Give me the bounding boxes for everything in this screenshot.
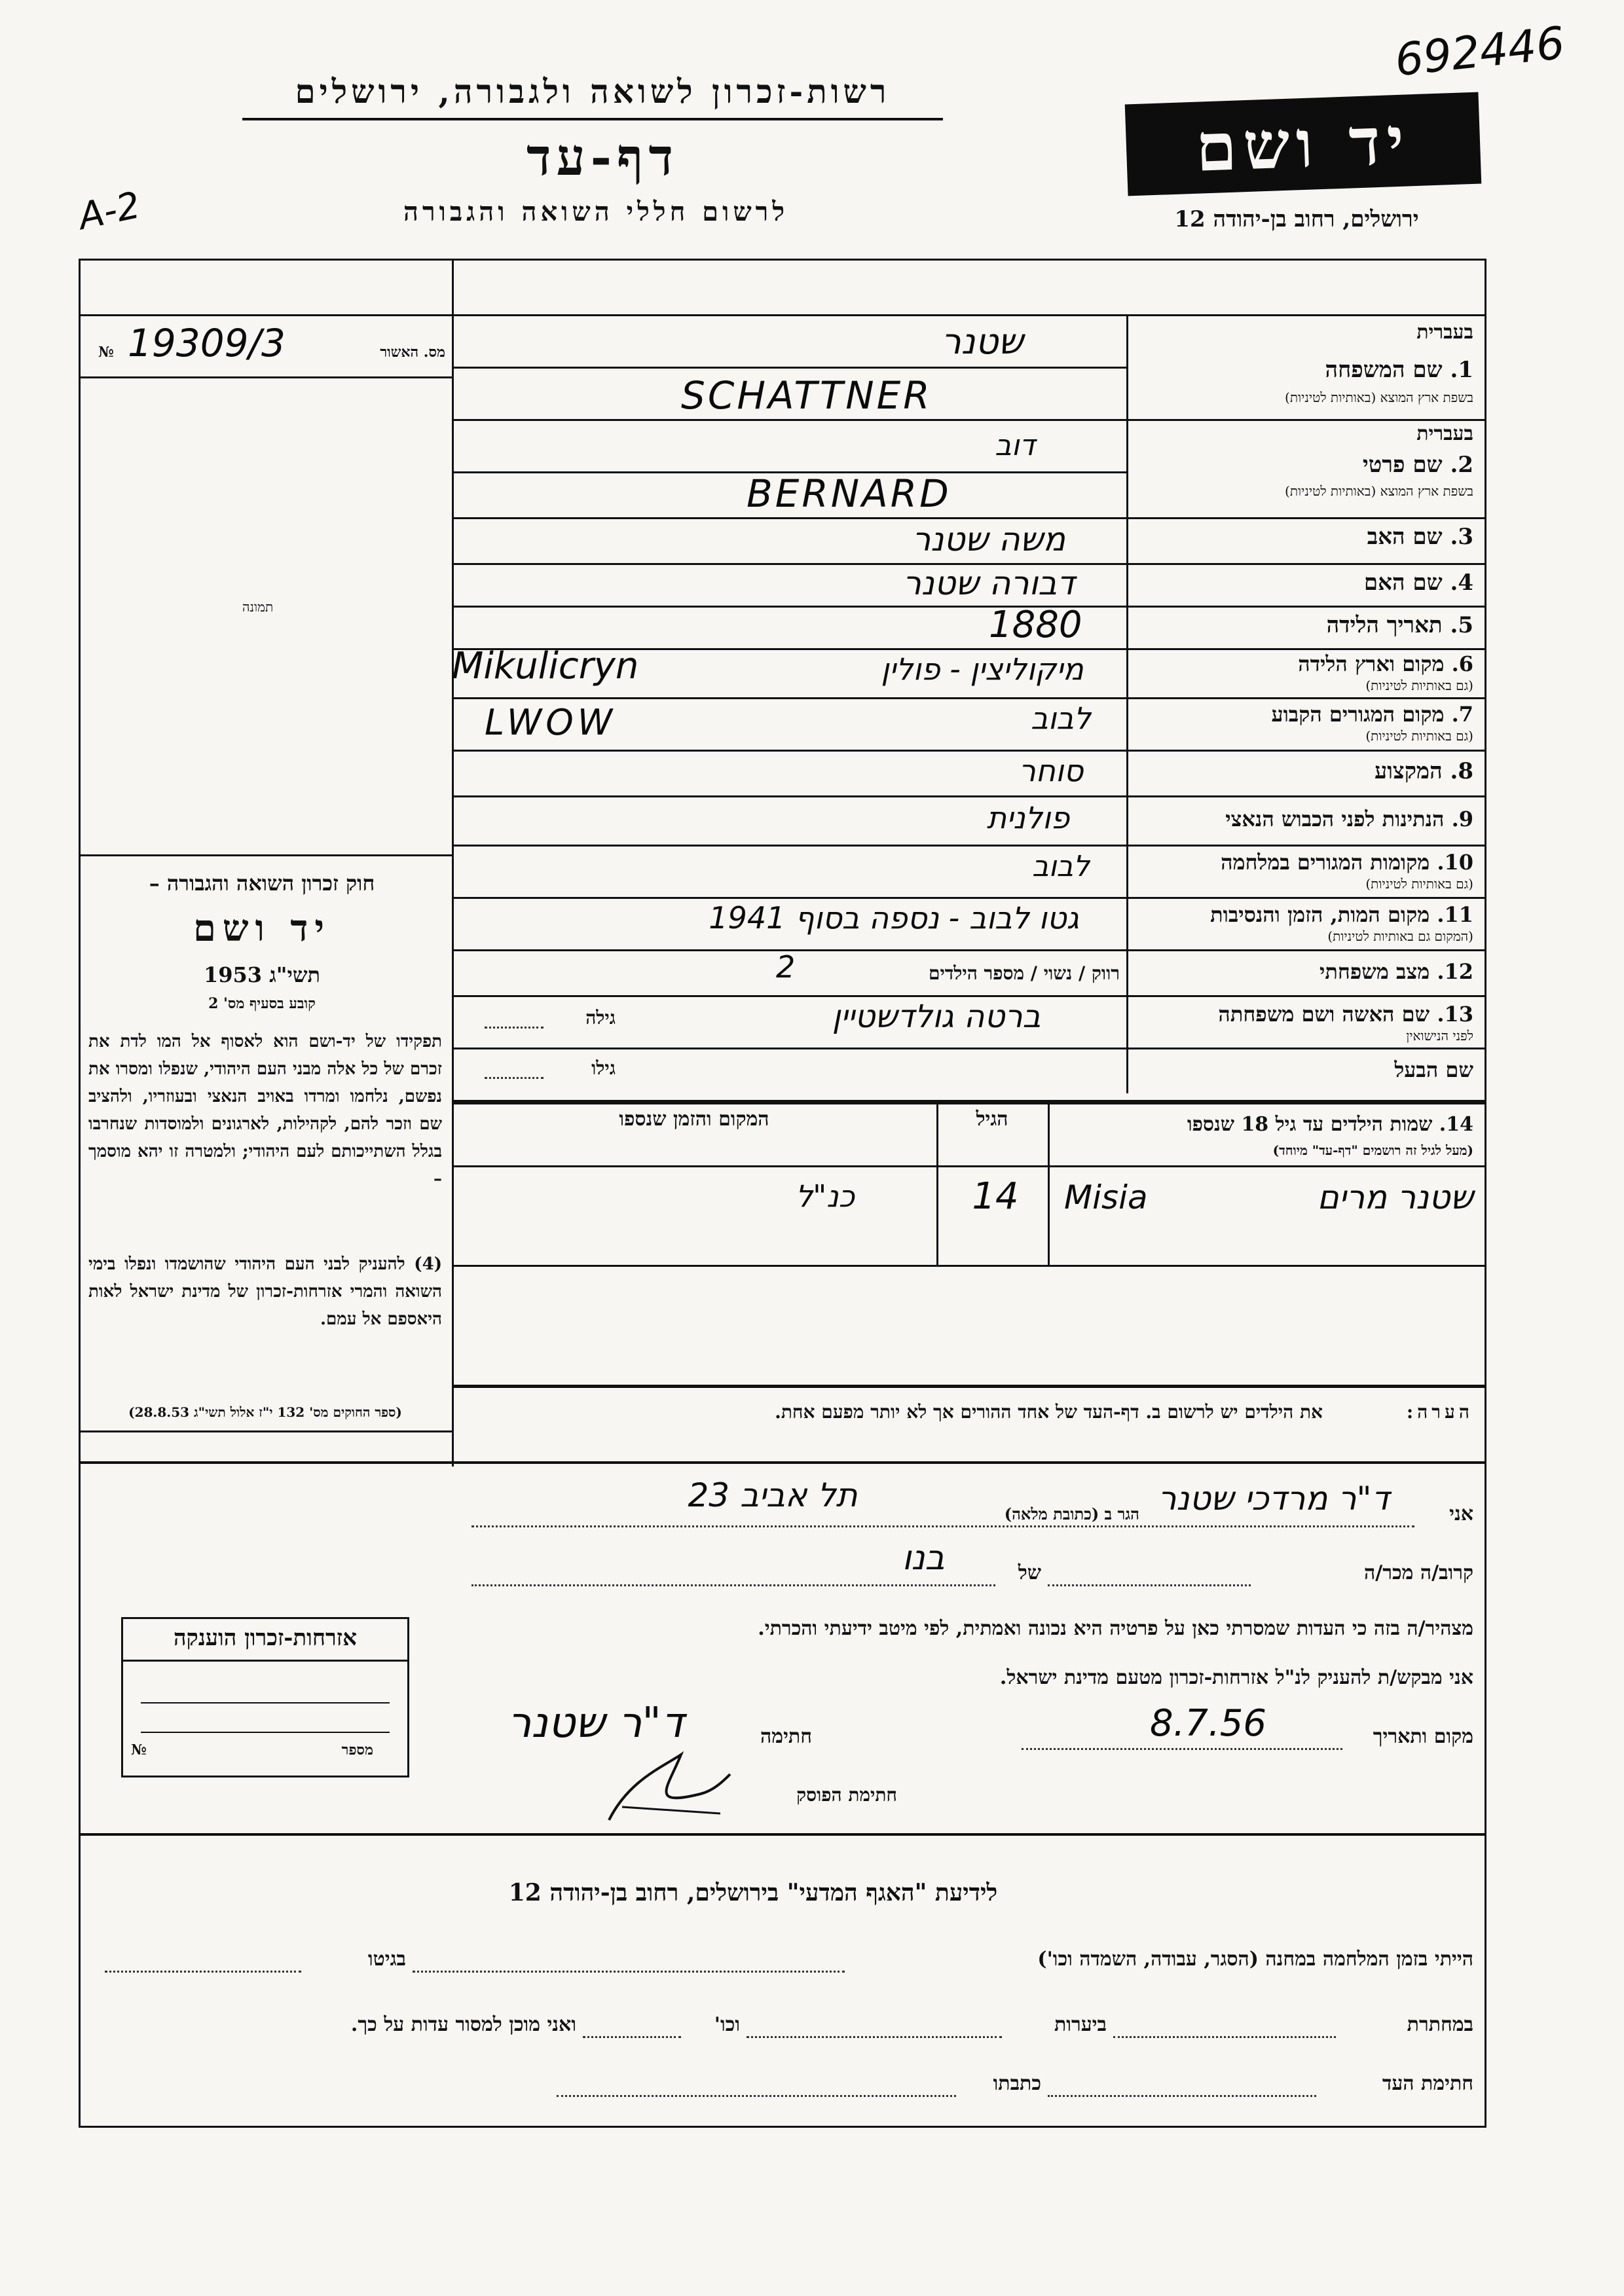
children-col-sep-1: [936, 1101, 938, 1265]
field-6-label-text: מקום וארץ הלידה: [1298, 651, 1445, 676]
bottom-line3-start: חתימת העד: [1382, 2072, 1473, 2095]
field-4-num: 4.: [1450, 570, 1473, 596]
field-11-num: 11.: [1437, 902, 1473, 927]
husband-age-label: גילו: [591, 1057, 616, 1079]
field-8-label: [1139, 758, 1473, 784]
law-year: תשי"ג 1953: [204, 962, 320, 987]
field-12-status-text: רווק / נשוי / מספר הילדים: [928, 962, 1120, 984]
field-5-label: [1139, 612, 1473, 638]
field-10-sublabel: (גם באותיות לטיניות): [1365, 876, 1473, 892]
field-13-label: [1139, 1002, 1473, 1027]
remark-label: הערה:: [1406, 1401, 1473, 1423]
bottom-title: לידיעת "האגף המדעי" בירושלים, רחוב בן-יהודה 12: [508, 1879, 998, 1906]
bottom-line1: הייתי בזמן המלחמה במחנה (הסגר, עבודה, השמדה וכו'): [1037, 1948, 1473, 1971]
archive-number: 692446: [1392, 17, 1568, 87]
field-3-num: 3.: [1450, 524, 1473, 550]
remark-top-line: [452, 1385, 1486, 1388]
law-bottom-line: [79, 1430, 452, 1432]
signature-label: חתימה: [760, 1725, 812, 1748]
children-bottom-line: [452, 1265, 1486, 1267]
field-6-value-hebrew: מיקוליצין - פולין: [881, 651, 1084, 687]
field-13-label-text: שם האשה ושם משפחתה: [1218, 1002, 1430, 1027]
field-6-label: [1139, 651, 1473, 676]
field-8-value: סוחר: [1018, 753, 1084, 788]
bottom-line2-blank-2: [747, 2036, 1002, 2038]
official-signature-scribble: [602, 1741, 733, 1833]
receipt-label: מס. האשור: [380, 344, 445, 361]
relation-label: קרוב/ה מכר/ה: [1364, 1561, 1473, 1584]
children-col-place-time: המקום והזמן שנספו: [619, 1108, 769, 1131]
field-7-value-hebrew: לבוב: [1031, 701, 1091, 736]
bottom-line3-blank-1: [1048, 2095, 1316, 2097]
authority-underline: [242, 118, 943, 120]
field-11-sublabel: (המקום גם באותיות לטיניות): [1327, 928, 1473, 944]
field-11-value: גטו לבוב - נספה בסוף 1941: [709, 900, 1079, 936]
field-11-label: [1139, 902, 1473, 927]
photo-box-bottom: [79, 854, 452, 856]
logo-text: יד ושם: [1194, 101, 1412, 187]
relation-line: [471, 1584, 995, 1586]
place-date-label: מקום ותאריך: [1373, 1725, 1473, 1748]
receipt-number-prefix: №: [98, 344, 114, 361]
field-8-num: 8.: [1450, 758, 1473, 784]
law-text-clause-4: (4) להעניק לבני העם היהודי שהושמדו ונפלו בימי השואה והמרי אזרחות-זכרון של מדינת ישראל לאות היאספם אל עמם.: [88, 1254, 442, 1329]
field-11-label-text: מקום המות, הזמן והנסיבות: [1210, 902, 1430, 927]
field-7-label-text: מקום המגורים הקבוע: [1271, 702, 1445, 727]
field-12-label: [1139, 959, 1473, 984]
top-row-line: [79, 314, 1486, 316]
field-2-hebrew-tag: בעברית: [1416, 422, 1473, 445]
relation-of: של: [1018, 1561, 1041, 1584]
row-sep: [452, 606, 1486, 608]
field-1-value-latin: SCHATTNER: [681, 373, 932, 418]
place-date-value: 8.7.56: [1149, 1702, 1267, 1745]
bottom-line2-start: במחתרת: [1407, 2013, 1473, 2036]
bottom-line1-end: בגיטו: [367, 1948, 406, 1971]
field-2-label-text: שם פרטי: [1362, 452, 1443, 478]
place-date-line: [1022, 1748, 1342, 1750]
child-1-name-hebrew: שטנר מרים: [1317, 1178, 1473, 1216]
declaration-request: אני מבקש/ת להעניק לנ"ל אזרחות-זכרון מטעם מדינת ישראל.: [999, 1666, 1473, 1689]
field-1-value-hebrew: שטנר: [941, 321, 1024, 362]
photo-label: תמונה: [242, 599, 274, 615]
bottom-line2-end: ואני מוכן למסור עדות על כך.: [350, 2013, 576, 2036]
field-13-age-label: גילה: [585, 1007, 616, 1029]
field-9-value: פולנית: [986, 800, 1070, 835]
row-sep: [452, 419, 1486, 421]
citizenship-title-line: [121, 1660, 409, 1662]
bottom-line2-mid: ביערות: [1054, 2013, 1107, 2036]
remark-bottom-line: [79, 1461, 1486, 1464]
field-1-label-text: שם המשפחה: [1325, 357, 1443, 383]
declaration-statement: מצהיר/ה בזה כי העדות שמסרתי כאן על פרטיה היא נכונה ואמתית, לפי מיטב ידיעתי והכרתי.: [758, 1617, 1473, 1640]
citizenship-number-prefix: №: [131, 1741, 147, 1758]
row-sep: [452, 367, 1126, 369]
husband-label: שם הבעל: [1394, 1057, 1473, 1082]
field-2-num: 2.: [1450, 452, 1473, 478]
receipt-number: 19309/3: [128, 321, 286, 365]
field-10-label: [1139, 850, 1473, 875]
children-col-sep-2: [1048, 1101, 1050, 1265]
citizenship-line-2: [141, 1732, 390, 1733]
field-9-label-text: הנתינות לפני הכבוש הנאצי: [1225, 807, 1445, 831]
field-1-sublabel: בשפת ארץ המוצא (באותיות לטיניות): [1285, 390, 1473, 405]
field-12-num: 12.: [1437, 959, 1473, 984]
law-clause: קובע בסעיף מס' 2: [208, 995, 316, 1012]
child-1-name-latin: Misia: [1064, 1178, 1148, 1216]
children-top-line: [452, 1101, 1486, 1104]
field-8-label-text: המקצוע: [1374, 758, 1443, 784]
declarant-address: תל אביב 23: [688, 1476, 858, 1514]
row-sep: [452, 697, 1486, 699]
row-sep: [452, 949, 1486, 951]
left-column-divider: [452, 259, 454, 1467]
field-2-value-hebrew: דוב: [995, 429, 1035, 462]
remark-text: את הילדים יש לרשום ב. דף-העד של אחד ההורים אך לא יותר מפעם אחת.: [775, 1401, 1323, 1423]
field-6-value-latin: Mikulicryn: [452, 645, 639, 687]
field-5-num: 5.: [1450, 612, 1473, 638]
husband-age-line: [485, 1077, 544, 1079]
field-2-sublabel: בשפת ארץ המוצא (באותיות לטיניות): [1285, 483, 1473, 499]
field-7-value-latin: LWOW: [485, 702, 617, 743]
field-2-label: [1139, 452, 1473, 478]
children-title: [1061, 1113, 1473, 1136]
bottom-line2-etc: וכו': [714, 2013, 740, 2036]
law-name: יד ושם: [193, 907, 331, 950]
law-text: תפקידו של יד-ושם הוא לאסוף אל המו לדת את זכרם של כל אלה מבני העם היהודי, שנפלו ומסרו את נפשם, נלחמו ומרדו באויב הנאצי ובעוזריו, ולהציב שם וזכר להם, לקהילות, לארגונים ולמוסדות שנחרבו בגלל השתייכותם לעם היהודי; ולמטרה זו יהא מוסמך –: [88, 1032, 442, 1189]
citizenship-line-1: [141, 1702, 390, 1704]
field-12-children-count: 2: [776, 949, 796, 985]
row-sep: [452, 845, 1486, 847]
field-10-num: 10.: [1437, 850, 1473, 875]
declaration-bottom-line: [79, 1833, 1486, 1836]
field-1-hebrew-tag: בעברית: [1416, 321, 1473, 344]
field-7-label: [1139, 702, 1473, 727]
bottom-line2-blank-1: [1113, 2036, 1336, 2038]
field-1-num: 1.: [1450, 357, 1473, 383]
relation-value: בנו: [902, 1539, 945, 1578]
bottom-line3-end: כתבתו: [993, 2072, 1041, 2095]
row-sep: [452, 897, 1486, 899]
signature-value: ד"ר שטנר: [507, 1699, 684, 1747]
field-9-label: [1139, 807, 1473, 831]
form-subtitle: לרשום חללי השואה והגבורה: [403, 196, 789, 227]
field-13-age-line: [485, 1027, 544, 1029]
field-3-label-text: שם האב: [1367, 524, 1443, 550]
authority-name: רשות-זכרון לשואה ולגבורה, ירושלים: [295, 72, 891, 111]
row-sep: [452, 517, 1486, 519]
child-1-age: 14: [972, 1175, 1019, 1218]
declarant-name: ד"ר מרדכי שטנר: [1158, 1480, 1390, 1518]
receipt-row-line: [79, 376, 452, 378]
field-12-label-text: מצב משפחתי: [1320, 959, 1430, 984]
header-address: ירושלים, רחוב בן-יהודה 12: [1174, 206, 1419, 232]
children-num: 14.: [1439, 1113, 1473, 1136]
field-2-value-latin: BERNARD: [747, 471, 951, 516]
field-6-num: 6.: [1451, 651, 1473, 676]
citizenship-title: אזרחות-זכרון הוענקה: [174, 1625, 357, 1651]
declaration-address-label: הגר ב (כתובת מלאה): [1004, 1504, 1139, 1523]
children-col-age: הגיל: [976, 1108, 1008, 1131]
children-note: (מעל לגיל זה רושמים "דף-עד" מיוחד): [1272, 1142, 1473, 1158]
field-5-value: 1880: [989, 604, 1082, 646]
field-7-num: 7.: [1451, 702, 1473, 727]
field-9-num: 9.: [1451, 807, 1473, 831]
field-10-value: לבוב: [1032, 850, 1090, 883]
child-1-place: כנ"ל: [795, 1178, 855, 1214]
field-6-sublabel: (גם באותיות לטיניות): [1365, 678, 1473, 693]
bottom-line1-end-blank: [105, 1971, 301, 1973]
row-sep: [452, 1048, 1486, 1049]
declaration-prefix: אני: [1449, 1503, 1473, 1525]
bottom-line3-blank-2: [557, 2095, 956, 2097]
field-3-value: משה שטנר: [912, 520, 1066, 558]
field-13-num: 13.: [1437, 1002, 1473, 1027]
children-header-line: [452, 1165, 1486, 1167]
margin-note: A-2: [75, 183, 144, 239]
bottom-line2-blank-3: [583, 2036, 681, 2038]
declaration-line-1: [471, 1525, 1414, 1527]
law-reference: (ספר החוקים מס' 132 י"ז אלול תשי"ג 28.8.53): [128, 1404, 402, 1420]
form-title: דף-עד: [526, 128, 678, 187]
official-signature-label: חתימת הפוסק: [796, 1784, 897, 1806]
field-13-value: ברטה גולדשטיין: [832, 998, 1041, 1035]
field-1-label: [1139, 357, 1473, 383]
field-4-label: [1139, 570, 1473, 596]
field-4-value: דבורה שטנר: [902, 564, 1075, 602]
children-title-text: שמות הילדים עד גיל 18 שנספו: [1187, 1113, 1433, 1136]
citizenship-number-label: מספר: [341, 1741, 373, 1758]
field-10-label-text: מקומות המגורים במלחמה: [1221, 850, 1430, 875]
yad-vashem-logo: [1125, 92, 1482, 196]
field-13-sublabel: לפני הנישואין: [1406, 1028, 1473, 1044]
row-sep: [452, 795, 1486, 797]
row-sep: [452, 995, 1486, 997]
label-column-divider: [1126, 314, 1128, 1093]
relation-line-2: [1048, 1584, 1251, 1586]
row-sep: [452, 750, 1486, 752]
field-4-label-text: שם האם: [1363, 570, 1443, 596]
field-5-label-text: תאריך הלידה: [1326, 612, 1443, 638]
law-title: חוק זכרון השואה והגבורה –: [149, 871, 375, 896]
bottom-line1-blank: [413, 1971, 845, 1973]
field-3-label: [1139, 524, 1473, 550]
field-7-sublabel: (גם באותיות לטיניות): [1365, 728, 1473, 744]
